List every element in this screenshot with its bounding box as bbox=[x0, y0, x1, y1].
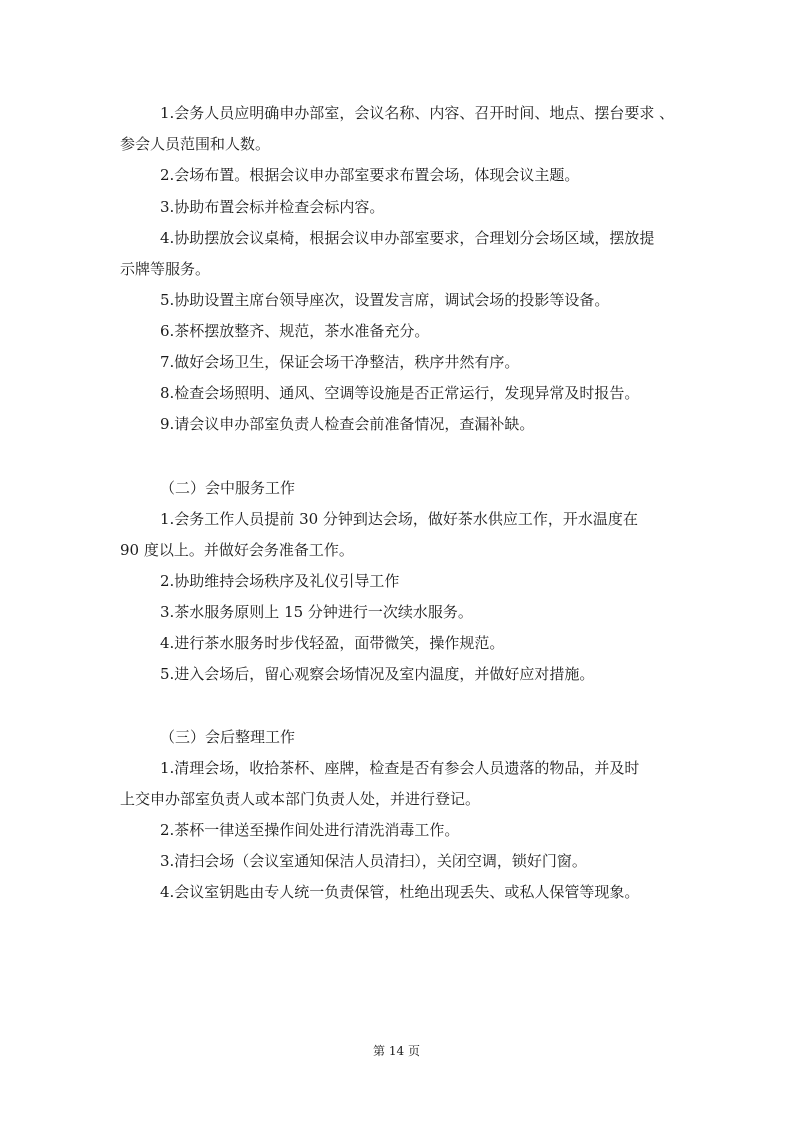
s2-item-1: 1.会务工作人员提前 30 分钟到达会场，做好茶水供应工作，开水温度在 bbox=[160, 510, 638, 528]
s3-item-4: 4.会议室钥匙由专人统一负责保管，杜绝出现丢失、或私人保管等现象。 bbox=[160, 883, 640, 901]
s1-item-2: 2.会场布置。根据会议申办部室要求布置会场，体现会议主题。 bbox=[160, 166, 580, 184]
s1-item-8: 8.检查会场照明、通风、空调等设施是否正常运行，发现异常及时报告。 bbox=[160, 384, 640, 402]
s1-item-5: 5.协助设置主席台领导座次，设置发言席，调试会场的投影等设备。 bbox=[160, 291, 610, 309]
s3-item-2: 2.茶杯一律送至操作间处进行清洗消毒工作。 bbox=[160, 821, 460, 839]
s1-item-6: 6.茶杯摆放整齐、规范，茶水准备充分。 bbox=[160, 322, 430, 340]
s1-item-1: 1.会务人员应明确申办部室，会议名称、内容、召开时间、地点、摆台要求 、 bbox=[160, 104, 675, 122]
section-heading-3: （三）会后整理工作 bbox=[160, 728, 296, 746]
s1-item-4: 4.协助摆放会议桌椅，根据会议申办部室要求，合理划分会场区域，摆放提 bbox=[160, 229, 655, 247]
s2-item-4: 4.进行茶水服务时步伐轻盈，面带微笑，操作规范。 bbox=[160, 634, 505, 652]
s2-item-2: 2.协助维持会场秩序及礼仪引导工作 bbox=[160, 572, 400, 590]
page-number: 第 14 页 bbox=[373, 1044, 420, 1058]
s1-item-4-cont: 示牌等服务。 bbox=[120, 260, 211, 278]
s3-item-1: 1.清理会场，收拾茶杯、座牌，检查是否有参会人员遗落的物品，并及时 bbox=[160, 759, 640, 777]
s2-item-5: 5.进入会场后，留心观察会场情况及室内温度，并做好应对措施。 bbox=[160, 665, 595, 683]
s1-item-9: 9.请会议申办部室负责人检查会前准备情况，查漏补缺。 bbox=[160, 415, 535, 433]
s3-item-3: 3.清扫会场（会议室通知保洁人员清扫），关闭空调，锁好门窗。 bbox=[160, 852, 587, 870]
s2-item-3: 3.茶水服务原则上 15 分钟进行一次续水服务。 bbox=[160, 603, 473, 621]
s3-item-1-cont: 上交申办部室负责人或本部门负责人处，并进行登记。 bbox=[120, 790, 481, 808]
s1-item-3: 3.协助布置会标并检查会标内容。 bbox=[160, 198, 385, 216]
s1-item-7: 7.做好会场卫生，保证会场干净整洁，秩序井然有序。 bbox=[160, 353, 520, 371]
s2-item-1-cont: 90 度以上。并做好会务准备工作。 bbox=[120, 541, 354, 559]
section-heading-2: （二）会中服务工作 bbox=[160, 479, 296, 497]
s1-item-1-cont: 参会人员范围和人数。 bbox=[120, 135, 271, 153]
